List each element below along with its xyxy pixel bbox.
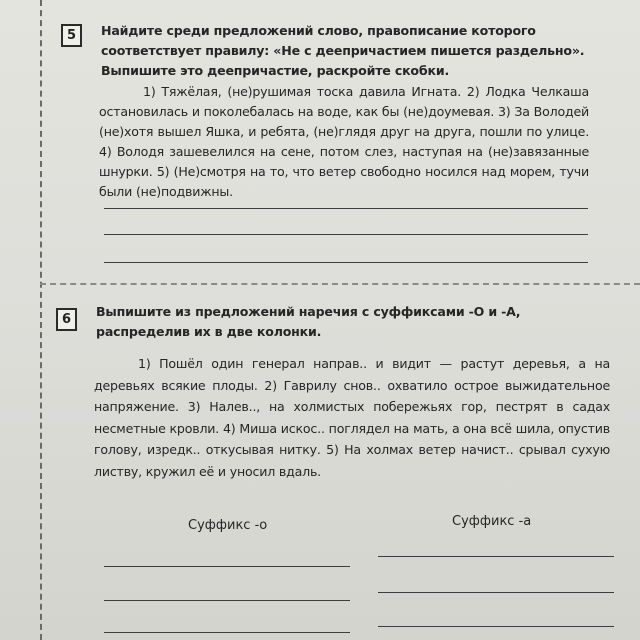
task-5-number: 5 (61, 24, 82, 47)
column-a-line-3[interactable] (378, 626, 614, 627)
column-o-line-2[interactable] (104, 600, 350, 601)
column-a-line-2[interactable] (378, 592, 614, 593)
column-a-line-1[interactable] (378, 556, 614, 557)
task-5-exercise: 1) Тяжёлая, (не)рушимая тоска давила Игната. 2) Лодка Челкаша остановилась и поколебалась на воде, как бы (не)доумевая. 3) За Володей (не)хотя вышел Яшка, и ребята, (не)глядя друг на друга, пошли по улице. 4) Володя зашевелился на сене, потом слез, наступая на (не)завязанные шнурки. 5) (Не)смотря на то, что ветер свободно носился над морем, тучи были (не)подвижны. (99, 84, 589, 199)
task-5-answer-line-2[interactable] (104, 234, 588, 235)
task-separator (40, 283, 640, 285)
column-header-suffix-o: Суффикс -о (188, 518, 268, 533)
cut-line-vertical (40, 0, 42, 640)
task-5-answer-line-3[interactable] (104, 262, 588, 263)
task-6-exercise: 1) Пошёл один генерал направ.. и видит — растут деревья, а на деревьях всякие плоды. 2) Гаврилу снов.. охватило острое выжидательное напряжение. 3) Налев.., на холмистых побережьях гор, пестрят в садах несметные кровли. 4) Миша искос.. поглядел на мать, а она всё шила, опустив голову, изредк.. откусывая нитку. 5) На холмах ветер начист.. срывал сухую листву, кружил её и уносил вдаль. (94, 356, 610, 479)
task-5-instruction: Найдите среди предложений слово, правописание которого соответствует правилу: «Не с деепричастием пишется раздельно». Выпишите это деепричастие, раскройте скобки. (101, 23, 585, 78)
column-o-line-3[interactable] (104, 632, 350, 633)
column-header-suffix-a: Суффикс -а (452, 514, 532, 529)
task-5-answer-line-1[interactable] (104, 208, 588, 209)
column-o-line-1[interactable] (104, 566, 350, 567)
task-6-instruction: Выпишите из предложений наречия с суффиксами -О и -А, распределив их в две колонки. (96, 304, 521, 339)
task-6-number: 6 (56, 308, 77, 331)
